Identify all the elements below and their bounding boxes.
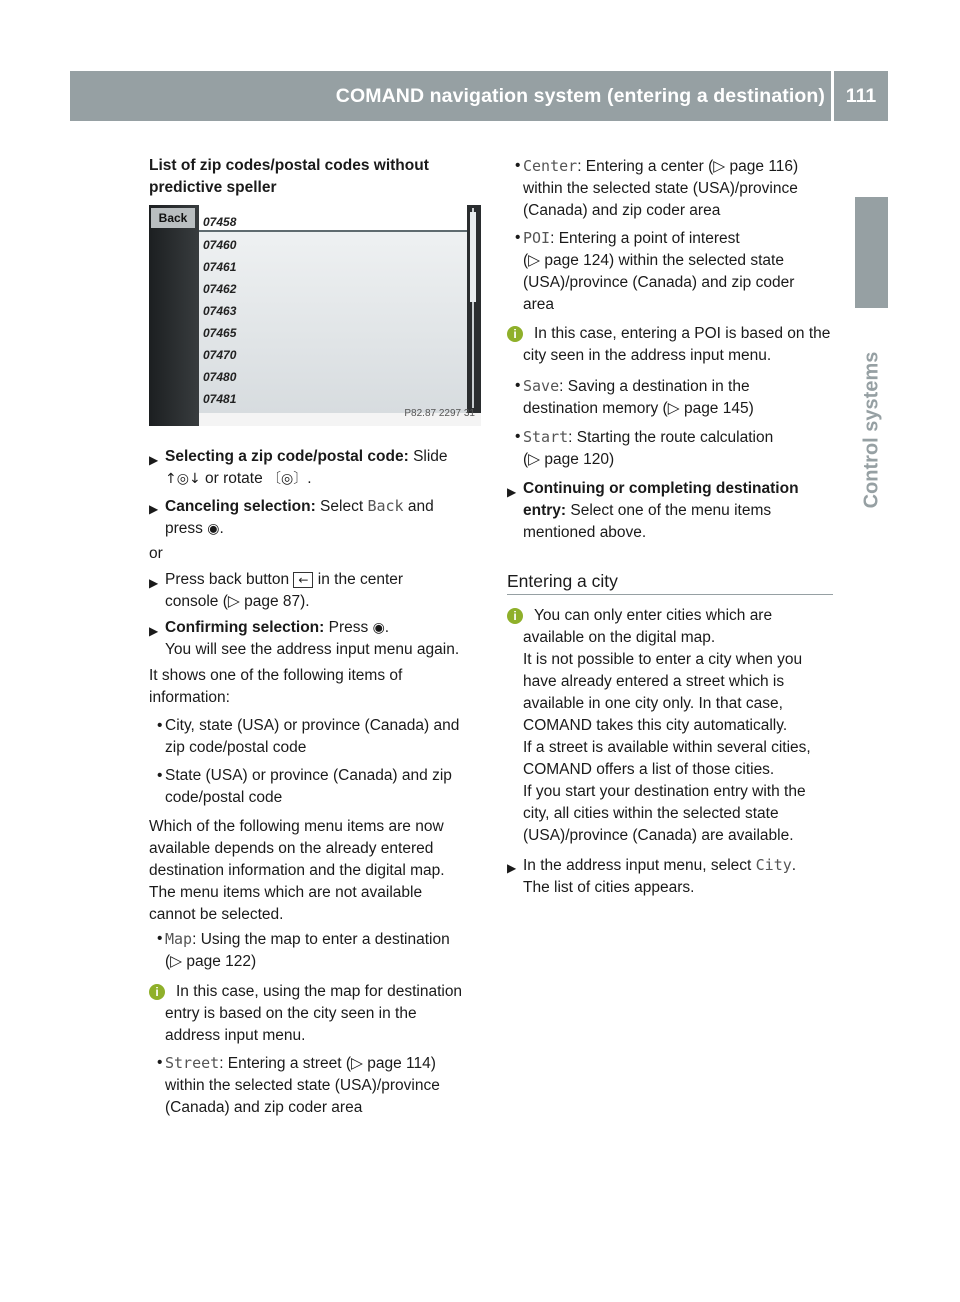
- step-text: in the center: [317, 571, 404, 588]
- back-button-icon: ←: [293, 572, 313, 588]
- text-line: City, state (USA) or province (Canada) and: [165, 717, 460, 734]
- step-text: Select one of the menu items: [570, 502, 772, 519]
- step-title: entry:: [523, 502, 567, 519]
- menu-item-street: Street: [165, 1054, 220, 1072]
- text-line: available depends on the already entered: [149, 840, 434, 857]
- screen-left-panel: [149, 205, 199, 426]
- heading-rule: [507, 594, 833, 595]
- step-text: You will see the address input menu again.: [165, 641, 460, 658]
- text-line: available in one city only. In that case,: [523, 695, 783, 712]
- text-line: : Entering a street (▷ page 114): [219, 1055, 436, 1072]
- text-line: address input menu.: [165, 1027, 306, 1044]
- text-line: If you start your destination entry with the: [523, 783, 806, 800]
- list-item[interactable]: 07480: [203, 370, 237, 384]
- bullet: •: [157, 930, 163, 947]
- text-line: (▷ page 120): [523, 451, 615, 468]
- arrow-icon: ▶: [149, 502, 159, 516]
- list-item[interactable]: 07460: [203, 238, 237, 252]
- menu-item-back: Back: [367, 497, 404, 515]
- step-select-zip: [149, 446, 483, 490]
- text-line: : Entering a point of interest: [550, 230, 740, 247]
- text-line: It shows one of the following items of: [149, 667, 403, 684]
- step-text: or rotate: [205, 470, 263, 487]
- menu-item-save: Save: [523, 377, 560, 395]
- text-line: destination memory (▷ page 145): [523, 400, 754, 417]
- step-text: In the address input menu, select: [523, 857, 752, 874]
- bullet-item: [149, 765, 483, 809]
- bullet: •: [157, 767, 163, 784]
- menu-item-map: Map: [165, 930, 193, 948]
- text-line: information:: [149, 689, 230, 706]
- text-line: It is not possible to enter a city when you: [523, 651, 803, 668]
- bullet: •: [515, 428, 521, 445]
- bullet: •: [515, 229, 521, 246]
- side-tab-label: Control systems: [860, 351, 883, 509]
- page-title: COMAND navigation system (entering a destination): [335, 85, 825, 107]
- info-note: [149, 981, 483, 1047]
- text-line: COMAND offers a list of those cities.: [523, 761, 775, 778]
- step-text: Press back button: [165, 571, 290, 588]
- bullet-poi: [507, 227, 835, 316]
- step-text: Slide: [413, 448, 448, 465]
- step-title: Canceling selection:: [165, 498, 316, 515]
- scrollbar[interactable]: [469, 208, 477, 408]
- text-line: : Using the map to enter a destination: [192, 931, 450, 948]
- bullet-center: [507, 155, 835, 222]
- step-text: .: [384, 619, 390, 636]
- list-item[interactable]: 07458: [203, 215, 237, 229]
- text-line: have already entered a street which is: [523, 673, 785, 690]
- list-item[interactable]: 07462: [203, 282, 237, 296]
- or-text: or: [149, 545, 163, 562]
- arrow-icon: ▶: [149, 453, 159, 467]
- text-line: Which of the following menu items are now: [149, 818, 444, 835]
- menu-item-start: Start: [523, 428, 569, 446]
- info-icon: i: [507, 608, 523, 624]
- text-line: available on the digital map.: [523, 629, 716, 646]
- display-screenshot: [149, 205, 481, 426]
- text-line: entry is based on the city seen in the: [165, 1005, 417, 1022]
- section-heading-city: Entering a city: [507, 571, 618, 591]
- bullet-item: [149, 715, 483, 759]
- bullet-street: [149, 1052, 483, 1119]
- step-title: Confirming selection:: [165, 619, 325, 636]
- text-line: (Canada) and zip coder area: [165, 1099, 363, 1116]
- section-heading: [149, 155, 429, 199]
- list-item[interactable]: 07463: [203, 304, 237, 318]
- step-title: Selecting a zip code/postal code:: [165, 448, 409, 465]
- text-line: (USA)/province (Canada) and zip coder: [523, 274, 795, 291]
- text-line: State (USA) or province (Canada) and zip: [165, 767, 452, 784]
- step-text: .: [219, 520, 224, 537]
- bullet: •: [515, 157, 521, 174]
- text-line: If a street is available within several cities,: [523, 739, 811, 756]
- controller-press-icon: ◉: [207, 521, 220, 537]
- text-line: COMAND takes this city automatically.: [523, 717, 788, 734]
- side-tab: [855, 197, 888, 308]
- text-line: city seen in the address input menu.: [523, 347, 772, 364]
- text-line: within the selected state (USA)/province: [165, 1077, 440, 1094]
- list-item[interactable]: 07461: [203, 260, 237, 274]
- menu-item-center: Center: [523, 157, 578, 175]
- text-line: within the selected state (USA)/province: [523, 180, 798, 197]
- heading-line: predictive speller: [149, 179, 277, 196]
- step-text: .: [791, 857, 797, 874]
- text-line: : Starting the route calculation: [568, 429, 774, 446]
- controller-slide-icon: ↑◎↓: [165, 471, 201, 487]
- paragraph: [149, 665, 483, 709]
- step-text: Select: [320, 498, 364, 515]
- step-text: console (▷ page 87).: [165, 593, 310, 610]
- menu-item-poi: POI: [523, 229, 551, 247]
- menu-item-city: City: [755, 856, 792, 874]
- step-back-button: [149, 569, 483, 613]
- step-cancel-selection: [149, 495, 483, 540]
- text-line: You can only enter cities which are: [534, 607, 773, 624]
- text-line: code/postal code: [165, 789, 283, 806]
- bullet-map: [149, 928, 483, 973]
- step-text: press: [165, 520, 203, 537]
- page-header: [70, 71, 888, 121]
- text-line: zip code/postal code: [165, 739, 307, 756]
- info-note: [507, 323, 835, 367]
- bullet-start: [507, 426, 835, 471]
- selection-highlight: [199, 205, 467, 232]
- step-select-city: [507, 854, 835, 899]
- step-text: Press: [328, 619, 369, 636]
- step-text: and: [407, 498, 434, 515]
- text-line: cannot be selected.: [149, 906, 284, 923]
- bullet-save: [507, 375, 835, 420]
- text-line: In this case, entering a POI is based on the: [534, 325, 831, 342]
- heading-line: List of zip codes/postal codes without: [149, 157, 429, 174]
- text-line: : Entering a center (▷ page 116): [577, 158, 799, 175]
- step-title: Continuing or completing destination: [523, 480, 799, 497]
- step-confirm-selection: [149, 617, 483, 661]
- text-line: The menu items which are not available: [149, 884, 423, 901]
- bullet: •: [157, 717, 163, 734]
- text-line: (Canada) and zip coder area: [523, 202, 721, 219]
- bullet: •: [157, 1054, 163, 1071]
- controller-press-icon: ◉: [372, 620, 385, 636]
- step-text: The list of cities appears.: [523, 879, 695, 896]
- text-line: In this case, using the map for destination: [176, 983, 463, 1000]
- side-tab-label-box: [860, 310, 884, 550]
- zip-code-list: [199, 205, 467, 413]
- arrow-icon: ▶: [507, 485, 517, 499]
- list-item[interactable]: 07465: [203, 326, 237, 340]
- page-number: 111: [845, 85, 877, 107]
- list-item[interactable]: 07470: [203, 348, 237, 362]
- arrow-icon: ▶: [507, 861, 517, 875]
- text-line: city, all cities within the selected state: [523, 805, 779, 822]
- arrow-icon: ▶: [149, 624, 159, 638]
- paragraph: [149, 816, 483, 926]
- step-text: mentioned above.: [523, 524, 647, 541]
- bullet: •: [515, 377, 521, 394]
- text-line: : Saving a destination in the: [559, 378, 750, 395]
- controller-rotate-icon: 〔◎〕: [267, 471, 308, 487]
- text-line: (USA)/province (Canada) are available.: [523, 827, 794, 844]
- step-text: .: [307, 470, 312, 487]
- text-line: destination information and the digital map.: [149, 862, 445, 879]
- scrollbar-thumb[interactable]: [470, 212, 476, 302]
- text-line: (▷ page 122): [165, 953, 257, 970]
- text-line: area: [523, 296, 555, 313]
- image-caption: P82.87 2297 31: [404, 408, 475, 419]
- info-note: [507, 605, 835, 847]
- back-button[interactable]: Back: [151, 208, 195, 228]
- info-icon: i: [507, 326, 523, 342]
- arrow-icon: ▶: [149, 576, 159, 590]
- text-line: (▷ page 124) within the selected state: [523, 252, 784, 269]
- list-item[interactable]: 07481: [203, 392, 237, 406]
- step-continue: [507, 478, 835, 544]
- info-icon: i: [149, 984, 165, 1000]
